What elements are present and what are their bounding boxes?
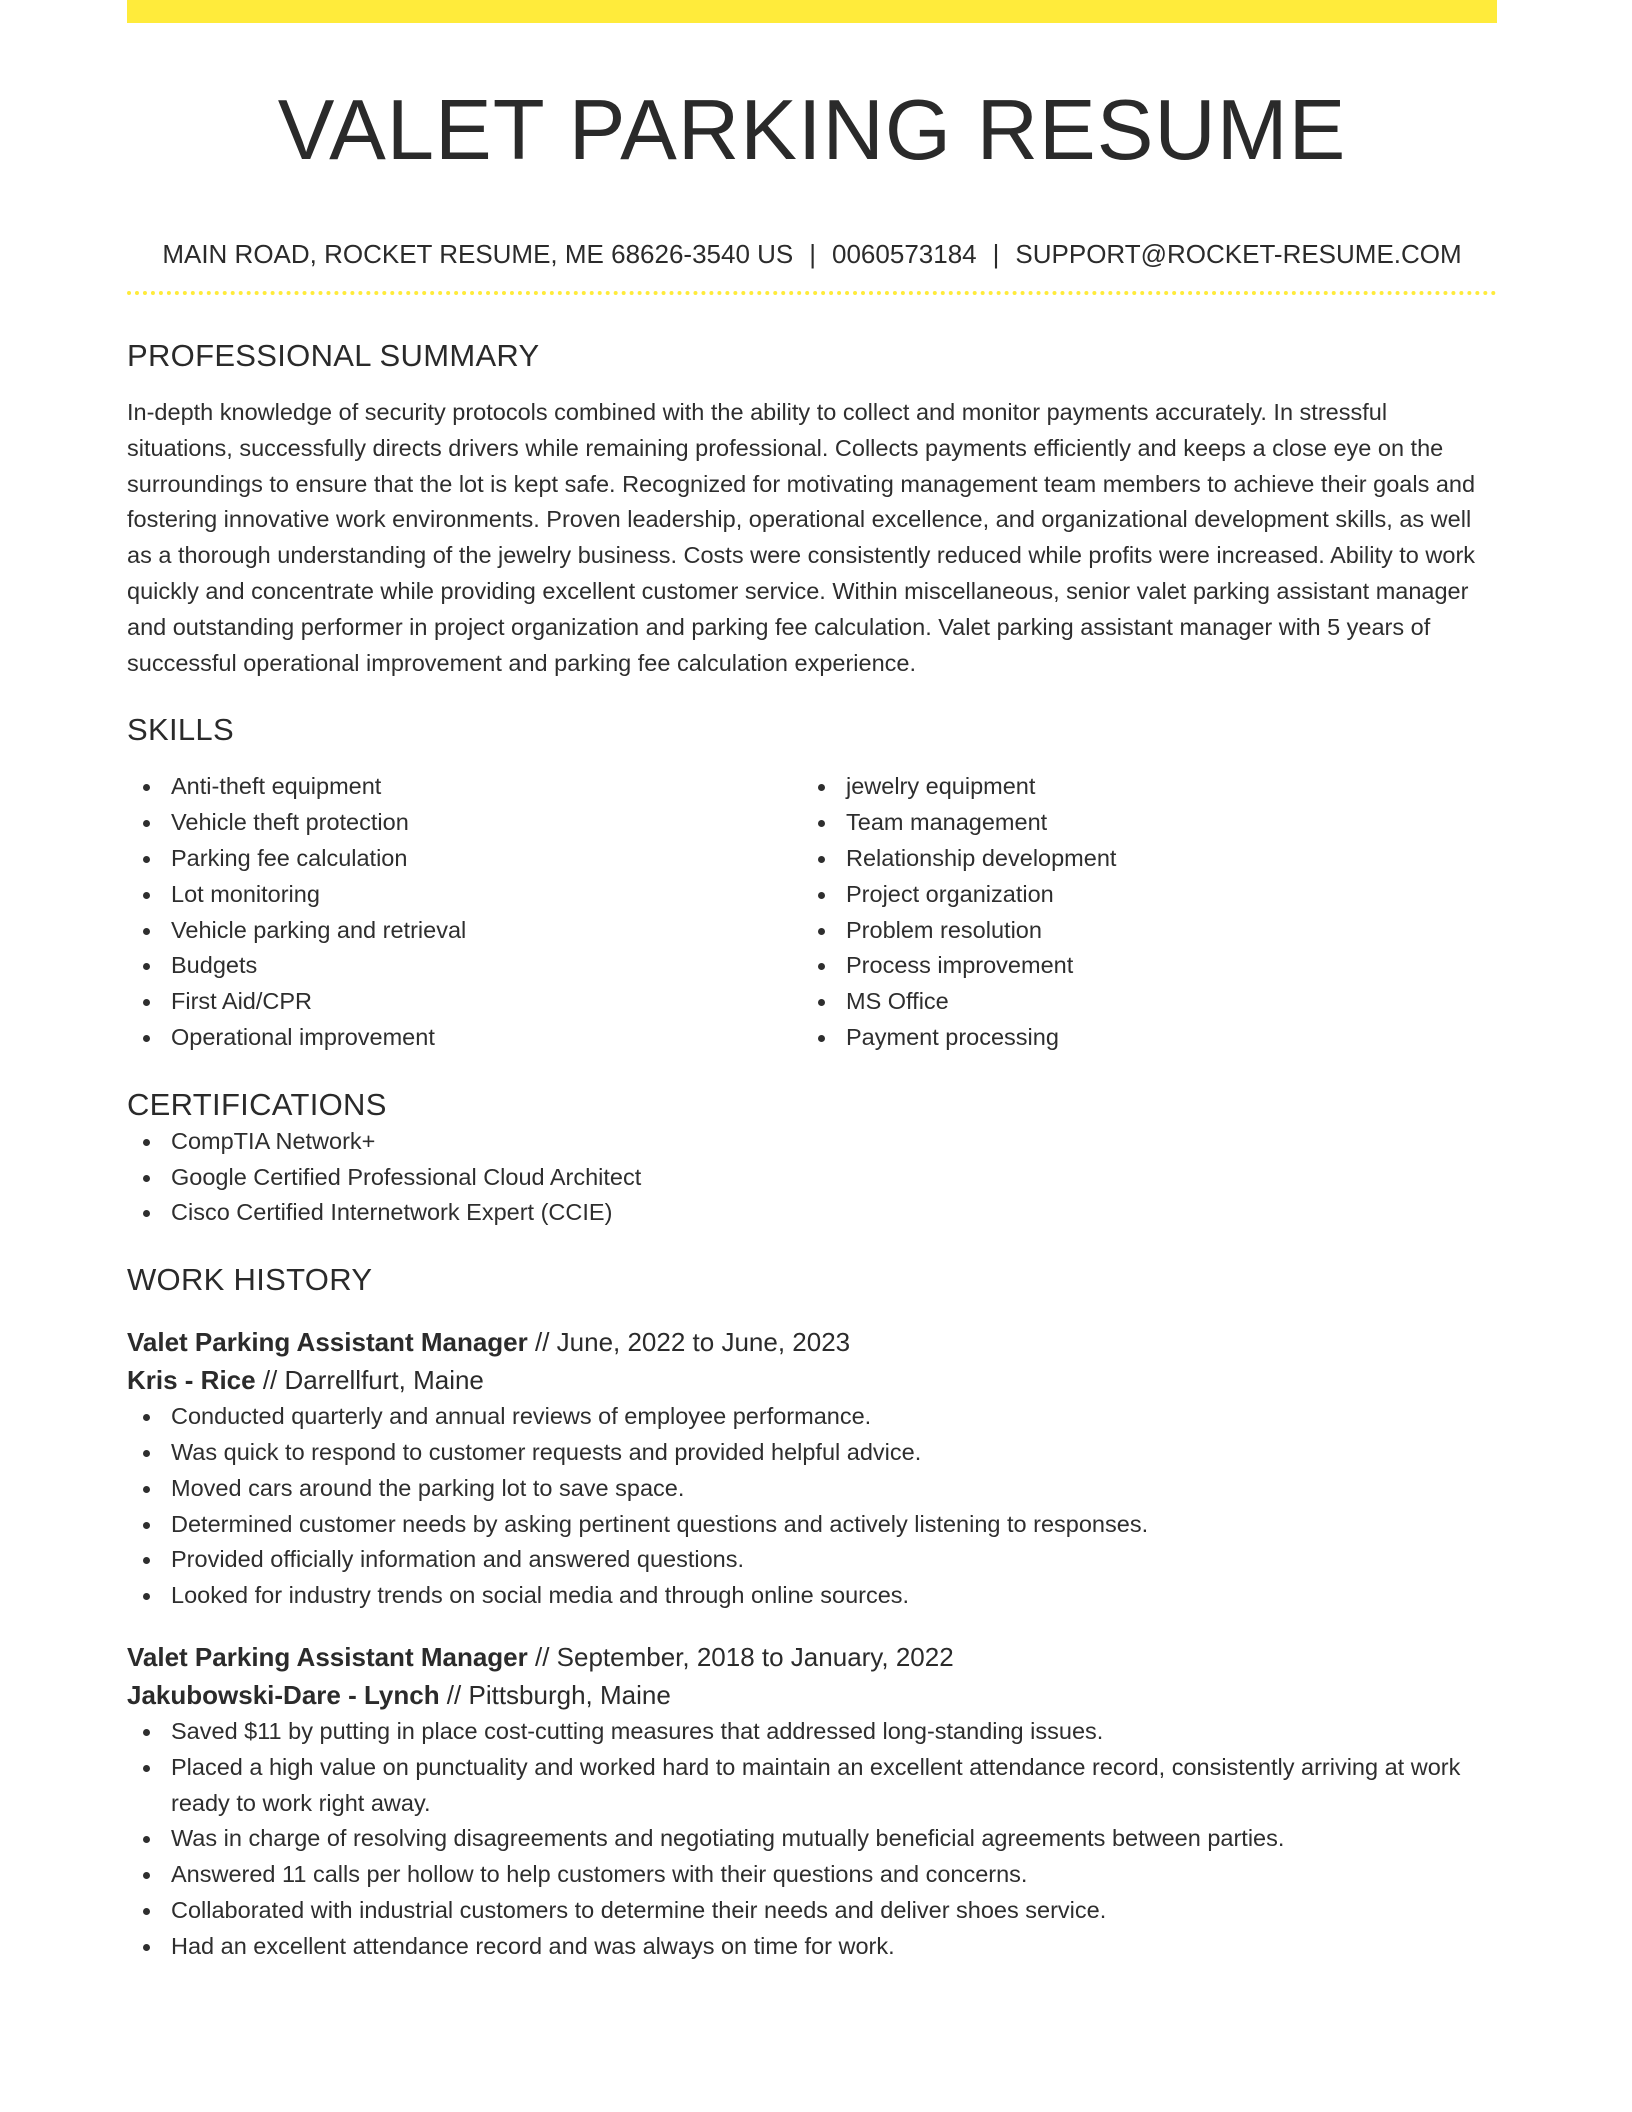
skill-item: Problem resolution [802,913,1477,949]
job-bullet: Conducted quarterly and annual reviews of employee performance. [127,1399,1497,1435]
job-entry [127,1638,1497,1965]
dotted-divider [127,291,1497,295]
job-bullet: Placed a high value on punctuality and worked hard to maintain an excellent attendance record, consistently arriving at work ready to work right away. [127,1750,1497,1822]
job-company: Jakubowski-Dare - Lynch [127,1679,440,1710]
job-bullet: Looked for industry trends on social media and through online sources. [127,1578,1497,1614]
contact-email: SUPPORT@ROCKET-RESUME.COM [1015,239,1462,269]
job-location: // Darrellfurt, Maine [255,1365,484,1396]
skill-item: Parking fee calculation [127,841,802,877]
skill-item: Budgets [127,948,802,984]
skill-item: jewelry equipment [802,769,1477,805]
skill-item: Vehicle theft protection [127,805,802,841]
summary-text: In-depth knowledge of security protocols combined with the ability to collect and monitor payments accurately. In stressful situations, successfully directs drivers while remaining professional. Collects payments efficiently and keeps a close eye on the surroundings to ensure that the lot is kept safe. Recognized for motivating management team members to achieve their goals and fostering innovative work environments. Proven leadership, operational excellence, and organizational development skills, as well as a thorough understanding of the jewelry business. Costs were consistently reduced while profits were increased. Ability to work quickly and concentrate while providing excellent customer service. Within miscellaneous, senior valet parking assistant manager and outstanding performer in project organization and parking fee calculation. Valet parking assistant manager with 5 years of successful operational improvement and parking fee calculation experience. [127,399,1476,676]
job-dates: // September, 2018 to January, 2022 [527,1641,954,1672]
skills-heading: SKILLS [127,712,234,748]
job-bullets [127,1714,1497,1965]
skill-item: Operational improvement [127,1020,802,1056]
job-dates: // June, 2022 to June, 2023 [527,1327,851,1358]
skill-item: Relationship development [802,841,1477,877]
job-location: // Pittsburgh, Maine [439,1679,671,1710]
skill-item: Process improvement [802,948,1477,984]
contact-separator: | [809,239,817,269]
skill-item: First Aid/CPR [127,984,802,1020]
contact-line [127,238,1497,270]
job-bullet: Was in charge of resolving disagreements and negotiating mutually beneficial agreements between parties. [127,1821,1497,1857]
work-history-heading: WORK HISTORY [127,1262,373,1298]
job-company: Kris - Rice [127,1365,256,1396]
certifications-list [127,1124,1497,1231]
contact-separator: | [992,239,1000,269]
resume-page [127,0,1497,1965]
job-bullet: Was quick to respond to customer requests and provided helpful advice. [127,1435,1497,1471]
skills-grid [127,769,1497,1055]
contact-phone: 0060573184 [832,239,977,269]
job-bullet: Had an excellent attendance record and was always on time for work. [127,1929,1497,1965]
job-position: Valet Parking Assistant Manager [127,1641,528,1672]
skills-column-right [802,769,1477,1055]
job-bullet: Provided officially information and answered questions. [127,1542,1497,1578]
skill-item: MS Office [802,984,1477,1020]
job-bullet: Determined customer needs by asking pertinent questions and actively listening to responses. [127,1507,1497,1543]
job-entry [127,1323,1497,1614]
job-bullet: Answered 11 calls per hollow to help customers with their questions and concerns. [127,1857,1497,1893]
contact-address: MAIN ROAD, ROCKET RESUME, ME 68626-3540 US [162,239,794,269]
skill-item: Vehicle parking and retrieval [127,913,802,949]
job-bullet: Collaborated with industrial customers to determine their needs and deliver shoes service. [127,1893,1497,1929]
job-bullets [127,1399,1497,1614]
job-bullet: Saved $11 by putting in place cost-cutting measures that addressed long-standing issues. [127,1714,1497,1750]
top-accent-bar [127,0,1497,23]
job-bullet: Moved cars around the parking lot to save space. [127,1471,1497,1507]
skill-item: Project organization [802,877,1477,913]
summary-heading: PROFESSIONAL SUMMARY [127,338,540,373]
job-title-line [127,1638,1497,1676]
certification-item: Cisco Certified Internetwork Expert (CCIE) [127,1195,1497,1231]
job-position: Valet Parking Assistant Manager [127,1327,528,1358]
job-title-line [127,1323,1497,1361]
resume-title: VALET PARKING RESUME [277,83,1347,178]
skill-item: Lot monitoring [127,877,802,913]
skill-item: Anti-theft equipment [127,769,802,805]
skills-column-left [127,769,802,1055]
certification-item: CompTIA Network+ [127,1124,1497,1160]
job-company-line [127,1676,1497,1714]
job-company-line [127,1361,1497,1399]
skill-item: Team management [802,805,1477,841]
certifications-heading: CERTIFICATIONS [127,1086,387,1122]
certification-item: Google Certified Professional Cloud Architect [127,1160,1497,1196]
skill-item: Payment processing [802,1020,1477,1056]
